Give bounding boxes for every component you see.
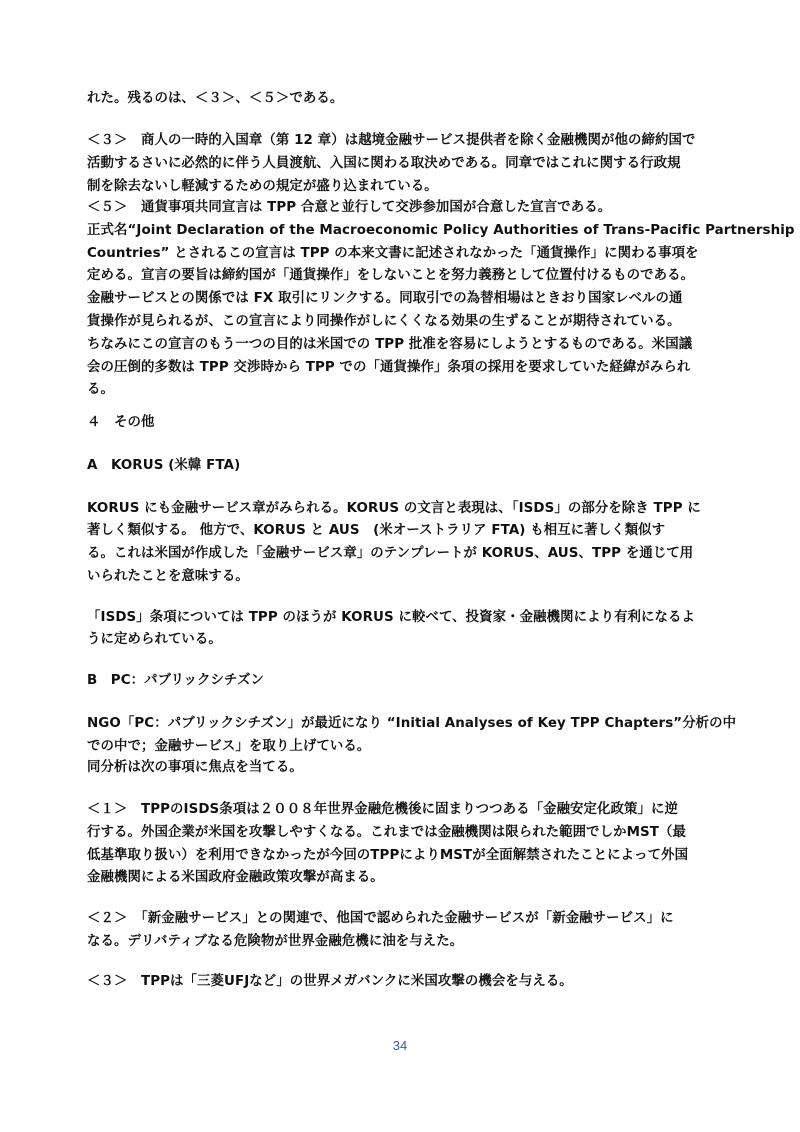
text-line: ＜３＞ 商人の一時的入国章（第 12 章）は越境金融サービス提供者を除く金融機関が他の締約国で <box>87 133 696 148</box>
text-line: 活動するさいに必然的に伴う人員渡航、入国に関わる取決めである。同章ではこれに関する行政規 <box>87 156 681 171</box>
text-line: いられたことを意味する。 <box>87 569 249 584</box>
text-line: 金融サービスとの関係では FX 取引にリンクする。同取引での為替相場はときおり国家レベルの通 <box>87 291 683 306</box>
text-line: うに定められている。 <box>87 632 222 647</box>
section-heading: ４ その他 <box>87 415 155 430</box>
text-line: 正式名“Joint Declaration of the Macroeconomic Policy Authorities of Trans-Pacific Partnership <box>87 223 795 238</box>
text-line: 行する。外国企業が米国を攻撃しやすくなる。これまでは金融機関は限られた範囲でしかMST（最 <box>87 825 687 840</box>
text-line: 「ISDS」条項については TPP のほうが KORUS に較べて、投資家・金融機関により有利になるよ <box>87 610 696 625</box>
text-line: 貨操作が見られるが、この宣言により同操作がしにくくなる効果の生ずることが期待されている。 <box>87 314 681 329</box>
text-line: Countries” とされるこの宣言は TPP の本来文書に記述されなかった「通貨操作」に関わる事項を <box>87 246 699 261</box>
text-line: る。 <box>87 382 114 397</box>
page-number: 34 <box>392 1038 408 1053</box>
text-line: ＜２＞ 「新金融サービス」との関連で、他国で認められた金融サービスが「新金融サービス」に <box>87 911 674 926</box>
text-line: 定める。宣言の要旨は締約国が「通貨操作」をしないことを努力義務として位置付けるものである。 <box>87 268 695 283</box>
text-line: での中で；金融サービス」を取り上げている。 <box>87 739 371 754</box>
text-line: る。これは米国が作成した「金融サービス章」のテンプレートが KORUS、AUS、TPP を通じて用 <box>87 546 694 561</box>
text-line: KORUS にも金融サービス章がみられる。KORUS の文言と表現は、「ISDS」の部分を除き TPP に <box>87 501 701 516</box>
subsection-heading: B PC：パブリックシチズン <box>87 673 264 688</box>
text-line: 会の圧倒的多数は TPP 交渉時から TPP での「通貨操作」条項の採用を要求していた経緯がみられ <box>87 360 691 375</box>
text-line: れた。残るのは、＜３＞、＜５＞である。 <box>87 91 344 106</box>
text-line: 著しく類似する。 他方で、KORUS と AUS (米オーストラリア FTA) も相互に著しく類似す <box>87 523 666 538</box>
text-line: 同分析は次の事項に焦点を当てる。 <box>87 760 303 775</box>
text-line: ＜３＞ TPPは「三菱UFJなど」の世界メガバンクに米国攻撃の機会を与える。 <box>87 974 573 989</box>
text-line: ちなみにこの宣言のもう一つの目的は米国での TPP 批准を容易にしようとするものである。米国議 <box>87 337 693 352</box>
text-line: 制を除去ないし軽減するための規定が盛り込まれている。 <box>87 179 438 194</box>
text-line: ＜５＞ 通貨事項共同宣言は TPP 合意と並行して交渉参加国が合意した宣言である。 <box>87 200 612 215</box>
text-line: なる。デリバティブなる危険物が世界金融危機に油を与えた。 <box>87 934 464 949</box>
text-line: NGO「PC：パブリックシチズン」が最近になり “Initial Analyses of Key TPP Chapters”分析の中 <box>87 716 737 731</box>
subsection-heading: A KORUS (米韓 FTA) <box>87 458 241 473</box>
text-line: ＜１＞ TPPのISDS条項は２００８年世界金融危機後に固まりつつある「金融安定化政策」に逆 <box>87 802 678 817</box>
text-line: 低基準取り扱い）を利用できなかったが今回のTPPによりMSTが全面解禁されたことによって外国 <box>87 848 689 863</box>
text-line: 金融機関による米国政府金融政策攻撃が高まる。 <box>87 870 384 885</box>
